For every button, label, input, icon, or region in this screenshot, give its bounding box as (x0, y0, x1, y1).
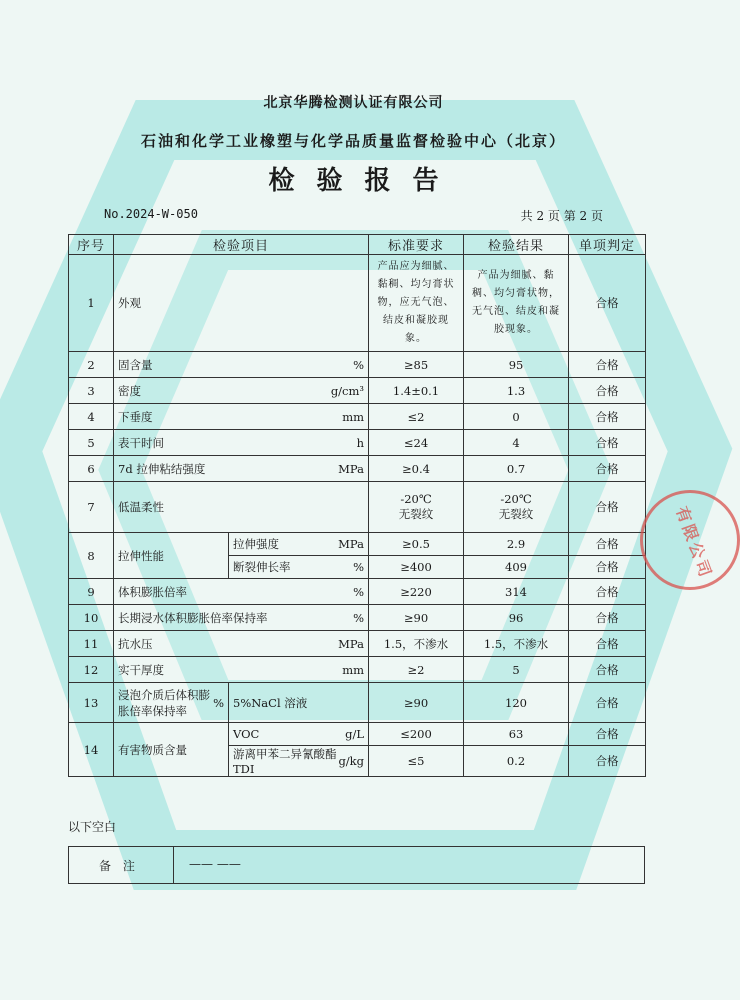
item-unit: mm (342, 409, 365, 424)
header-result: 检验结果 (464, 235, 569, 255)
group-item-name: 有害物质含量 (114, 723, 229, 777)
sub-item-cell (229, 746, 369, 777)
result-cell: 63 (464, 723, 569, 746)
page-info: 共 2 页 第 2 页 (520, 209, 603, 223)
verdict-cell: 合格 (569, 378, 646, 404)
verdict-cell: 合格 (569, 255, 646, 352)
row-number: 7 (69, 482, 114, 533)
item-cell (114, 404, 369, 430)
item-cell (114, 352, 369, 378)
item-cell (114, 631, 369, 657)
result-cell: 4 (464, 430, 569, 456)
group-item-name (114, 683, 229, 723)
company-name: 北京华腾检测认证有限公司 (263, 95, 444, 111)
verdict-cell: 合格 (569, 631, 646, 657)
item-name: 密度 (118, 383, 141, 398)
item-unit: % (353, 610, 365, 625)
remark-row (68, 846, 645, 884)
item-name: 下垂度 (118, 409, 153, 424)
seal-text: 有限公司 (672, 503, 716, 582)
item-cell (114, 657, 369, 683)
sub-item-unit: g/kg (338, 754, 365, 768)
item-cell (114, 430, 369, 456)
table-row (69, 605, 646, 631)
table-row (69, 456, 646, 482)
table-row (69, 482, 646, 533)
item-cell (114, 482, 369, 533)
row-number: 14 (69, 723, 114, 777)
verdict-cell: 合格 (569, 605, 646, 631)
remark-divider (173, 847, 174, 883)
table-body (69, 255, 646, 777)
header-req: 标准要求 (369, 235, 464, 255)
result-cell: 95 (464, 352, 569, 378)
result-cell: 1.3 (464, 378, 569, 404)
sub-item-cell (229, 533, 369, 556)
result-cell: 0.2 (464, 746, 569, 777)
item-cell (114, 255, 369, 352)
result-cell: 2.9 (464, 533, 569, 556)
requirement-cell: 产品应为细腻、黏稠、均匀膏状物，应无气泡、结皮和凝胶现象。 (369, 255, 464, 352)
sub-item-unit: MPa (338, 537, 365, 551)
table-row (69, 683, 646, 723)
table-row (69, 430, 646, 456)
result-cell: -20℃ 无裂纹 (464, 482, 569, 533)
result-cell: 1.5，不渗水 (464, 631, 569, 657)
item-cell (114, 605, 369, 631)
sub-item-cell (229, 723, 369, 746)
verdict-cell: 合格 (569, 456, 646, 482)
result-cell: 5 (464, 657, 569, 683)
row-number: 13 (69, 683, 114, 723)
header-no: 序号 (69, 235, 114, 255)
sub-item-cell: 5%NaCl 溶液 (229, 683, 369, 723)
item-name: 实干厚度 (118, 662, 164, 677)
requirement-cell: ≥0.4 (369, 456, 464, 482)
row-number: 12 (69, 657, 114, 683)
group-item-name: 拉伸性能 (114, 533, 229, 579)
result-cell: 96 (464, 605, 569, 631)
row-number: 1 (69, 255, 114, 352)
requirement-cell: ≥0.5 (369, 533, 464, 556)
result-cell: 120 (464, 683, 569, 723)
sub-item-name: VOC (233, 727, 260, 741)
requirement-cell: ≤200 (369, 723, 464, 746)
item-name: 固含量 (118, 357, 153, 372)
item-cell (114, 456, 369, 482)
report-number: No.2024-W-050 (104, 207, 198, 221)
verdict-cell: 合格 (569, 404, 646, 430)
remark-value: —— —— (189, 857, 241, 871)
remark-label: 备 注 (99, 859, 139, 873)
requirement-cell: ≥90 (369, 683, 464, 723)
row-number: 10 (69, 605, 114, 631)
verdict-cell: 合格 (569, 556, 646, 579)
requirement-cell: ≤2 (369, 404, 464, 430)
center-name: 石油和化学工业橡塑与化学品质量监督检验中心（北京） (140, 132, 566, 150)
requirement-cell: 1.4±0.1 (369, 378, 464, 404)
table-row (69, 378, 646, 404)
report-title: 检验报告 (268, 166, 461, 196)
table-row (69, 352, 646, 378)
header-item: 检验项目 (114, 235, 369, 255)
item-name: 外观 (118, 296, 141, 310)
item-name: 表干时间 (118, 435, 164, 450)
table-row (69, 579, 646, 605)
inspection-table (68, 234, 646, 777)
requirement-cell: ≥90 (369, 605, 464, 631)
result-cell: 0.7 (464, 456, 569, 482)
item-unit: % (353, 357, 365, 372)
item-name: 浸泡介质后体积膨胀倍率保持率 (118, 687, 210, 718)
item-cell (114, 579, 369, 605)
table-row (69, 657, 646, 683)
item-name: 7d 拉伸粘结强度 (118, 461, 206, 476)
requirement-cell: ≤5 (369, 746, 464, 777)
verdict-cell: 合格 (569, 579, 646, 605)
requirement-cell: ≤24 (369, 430, 464, 456)
row-number: 5 (69, 430, 114, 456)
result-cell: 314 (464, 579, 569, 605)
result-cell: 产品为细腻、黏稠、均匀膏状物，无气泡、结皮和凝胶现象。 (464, 255, 569, 352)
sub-item-name: 拉伸强度 (233, 537, 279, 551)
requirement-cell: ≥2 (369, 657, 464, 683)
verdict-cell: 合格 (569, 533, 646, 556)
blank-note: 以下空白 (68, 820, 117, 834)
result-cell: 0 (464, 404, 569, 430)
item-unit: % (353, 584, 365, 599)
verdict-cell: 合格 (569, 482, 646, 533)
requirement-cell: 1.5，不渗水 (369, 631, 464, 657)
item-unit: MPa (338, 636, 365, 651)
row-number: 3 (69, 378, 114, 404)
table-row (69, 255, 646, 352)
requirement-cell: ≥220 (369, 579, 464, 605)
sub-item-unit: g/L (345, 727, 365, 741)
row-number: 4 (69, 404, 114, 430)
requirement-cell: ≥85 (369, 352, 464, 378)
sub-item-name: 断裂伸长率 (233, 560, 291, 574)
sub-item-cell (229, 556, 369, 579)
row-number: 11 (69, 631, 114, 657)
table-row (69, 533, 646, 556)
verdict-cell: 合格 (569, 430, 646, 456)
verdict-cell: 合格 (569, 352, 646, 378)
item-name: 低温柔性 (118, 500, 164, 514)
item-unit: MPa (338, 461, 365, 476)
item-unit: g/cm³ (330, 383, 365, 398)
verdict-cell: 合格 (569, 683, 646, 723)
row-number: 9 (69, 579, 114, 605)
sub-item-unit: % (353, 560, 365, 574)
item-cell (114, 378, 369, 404)
verdict-cell: 合格 (569, 723, 646, 746)
item-name: 长期浸水体积膨胀倍率保持率 (118, 610, 268, 625)
row-number: 2 (69, 352, 114, 378)
requirement-cell: ≥400 (369, 556, 464, 579)
verdict-cell: 合格 (569, 657, 646, 683)
result-cell: 409 (464, 556, 569, 579)
item-name: 体积膨胀倍率 (118, 584, 187, 599)
table-row (69, 723, 646, 746)
verdict-cell: 合格 (569, 746, 646, 777)
table-row (69, 404, 646, 430)
row-number: 6 (69, 456, 114, 482)
item-unit: h (356, 435, 365, 450)
company-seal (640, 490, 740, 590)
row-number: 8 (69, 533, 114, 579)
sub-item-name: 游离甲苯二异氰酸酯 TDI (233, 747, 337, 776)
requirement-cell: -20℃ 无裂纹 (369, 482, 464, 533)
item-name: 抗水压 (118, 636, 153, 651)
item-unit: % (213, 695, 224, 710)
header-verdict: 单项判定 (569, 235, 646, 255)
table-row (69, 631, 646, 657)
item-unit: mm (342, 662, 365, 677)
